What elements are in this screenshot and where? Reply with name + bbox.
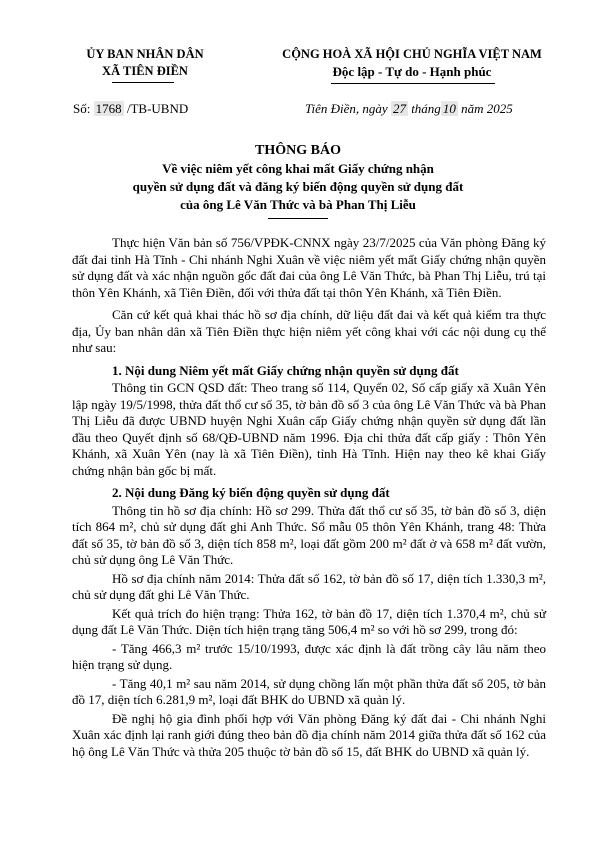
section-heading-1: 1. Nội dung Niêm yết mất Giấy chứng nhận quyền sử dụng đất (112, 362, 459, 378)
doc-number-prefix: Số: (73, 101, 91, 116)
document-title: THÔNG BÁO (255, 143, 341, 158)
doc-number-suffix: /TB-UBND (126, 101, 189, 116)
issuing-authority-line1: ỦY BAN NHÂN DÂN (86, 47, 204, 61)
subject-line-3: của ông Lê Văn Thức và bà Phan Thị Liễu (180, 197, 416, 212)
date-month: 10 (442, 101, 456, 116)
date-year: năm 2025 (461, 101, 513, 116)
authority-underline (112, 82, 174, 83)
document-body (72, 235, 546, 762)
date-month-word: tháng (411, 101, 441, 116)
issue-date (305, 101, 513, 117)
doc-number-value: 1768 (95, 101, 122, 116)
body-paragraph-increase-2: - Tăng 40,1 m² sau năm 2014, sử dụng chồng lấn một phần thửa đất số 205, tờ bản đồ 17, diện tích 6.281,9 m², loại đất BHK do UBND xã quản lý. (72, 675, 546, 707)
body-paragraph-basis: Căn cứ kết quả khai thác hồ sơ địa chính, dữ liệu đất đai và kết quả kiểm tra thực địa, Ủy ban nhân dân xã Tiên Điền thực hiện niêm yết công khai với các nội dung cụ thể như sau: (72, 307, 546, 355)
document-number (73, 101, 188, 117)
body-paragraph-certificate-info: Thông tin GCN QSD đất: Theo trang số 114, Quyển 02, Số cấp giấy xã Xuân Yên lập ngày 19/5/1998, thửa đất thổ cư số 35, tờ bản đồ số 3 của ông Lê Văn Thức và bà Phan Thị Liễu đã được UBND huyện Nghi Xuân cấp Giấy chứng nhận quyền sử dụng đất lần đầu theo Quyết định số 68/QĐ-UBND năm 1996. Địa chỉ thửa đất cấp giấy : Thôn Yên Khánh, xã Xuân Yên (nay là xã Tiên Điền), tỉnh Hà Tĩnh. Hiện nay theo kê khai Giấy chứng nhận bản gốc bị mất. (72, 380, 546, 478)
body-paragraph-request: Đề nghị hộ gia đình phối hợp với Văn phòng Đăng ký đất đai - Chi nhánh Nghi Xuân xác định lại ranh giới đúng theo bản đồ địa chính năm 2014 giữa thửa đất số 162 của hộ ông Lê Văn Thức và thửa 205 thuộc tờ bản đồ số 15, đất BHK do UBND xã quản lý. (72, 710, 546, 759)
document-subject (80, 160, 516, 214)
motto-underline (331, 83, 495, 84)
body-paragraph-cadastral-info: Thông tin hồ sơ địa chính: Hồ sơ 299. Thửa đất thổ cư số 35, tờ bản đồ số 3, diện tích 864 m², chủ sử dụng đất ghi Anh Thức. Sổ mẫu 05 thôn Yên Khánh, trang 48: Thửa đất số 35, tờ bản đồ số 3, diện tích 858 m², loại đất gồm 200 m² đất ở và 658 m² đất vườn, chủ sử dụng ông Lê Văn Thức. (72, 502, 546, 567)
body-paragraph-increase-1: - Tăng 466,3 m² trước 15/10/1993, được xác định là đất trồng cây lâu năm theo hiện trạng sử dụng. (72, 640, 546, 672)
body-paragraph-survey-result: Kết quả trích đo hiện trạng: Thửa 162, tờ bản đồ 17, diện tích 1.370,4 m², chủ sử dụng đất Lê Văn Thức. Diện tích hiện trạng tăng 506,4 m² so với hồ sơ 299, trong đó: (72, 605, 546, 637)
issuing-authority-line2: XÃ TIÊN ĐIỀN (102, 64, 188, 78)
national-title: CỘNG HOÀ XÃ HỘI CHỦ NGHĨA VIỆT NAM (282, 47, 542, 61)
national-header (262, 46, 562, 80)
subject-line-1: Về việc niêm yết công khai mất Giấy chứng nhận (162, 161, 434, 176)
subject-line-2: quyền sử dụng đất và đăng ký biến động quyền sử dụng đất (132, 179, 464, 194)
national-motto: Độc lập - Tự do - Hạnh phúc (332, 64, 492, 79)
section-heading-2: 2. Nội dung Đăng ký biến động quyền sử dụng đất (112, 485, 390, 500)
issuing-authority (70, 46, 220, 80)
body-paragraph-cadastral-2014: Hồ sơ địa chính năm 2014: Thửa đất số 162, tờ bản đồ số 17, diện tích 1.330,3 m², chủ sử dụng đất ghi Lê Văn Thức. (72, 570, 546, 602)
subject-underline (268, 218, 328, 219)
date-day: 27 (392, 101, 406, 116)
date-prefix: Tiên Điền, ngày (305, 101, 388, 116)
body-paragraph-reference: Thực hiện Văn bản số 756/VPĐK-CNNX ngày 23/7/2025 của Văn phòng Đăng ký đất đai tỉnh Hà Tĩnh - Chi nhánh Nghi Xuân về việc niêm yết mất Giấy chứng nhận quyền sử dụng đất và xác nhận nguồn gốc đất đai của ông Lê Văn Thức, bà Phan Thị Liễu, trú tại thôn Yên Khánh, xã Tiên Điền, đối với thửa đất tại thôn Yên Khánh, xã Tiên Điền. (72, 235, 546, 300)
